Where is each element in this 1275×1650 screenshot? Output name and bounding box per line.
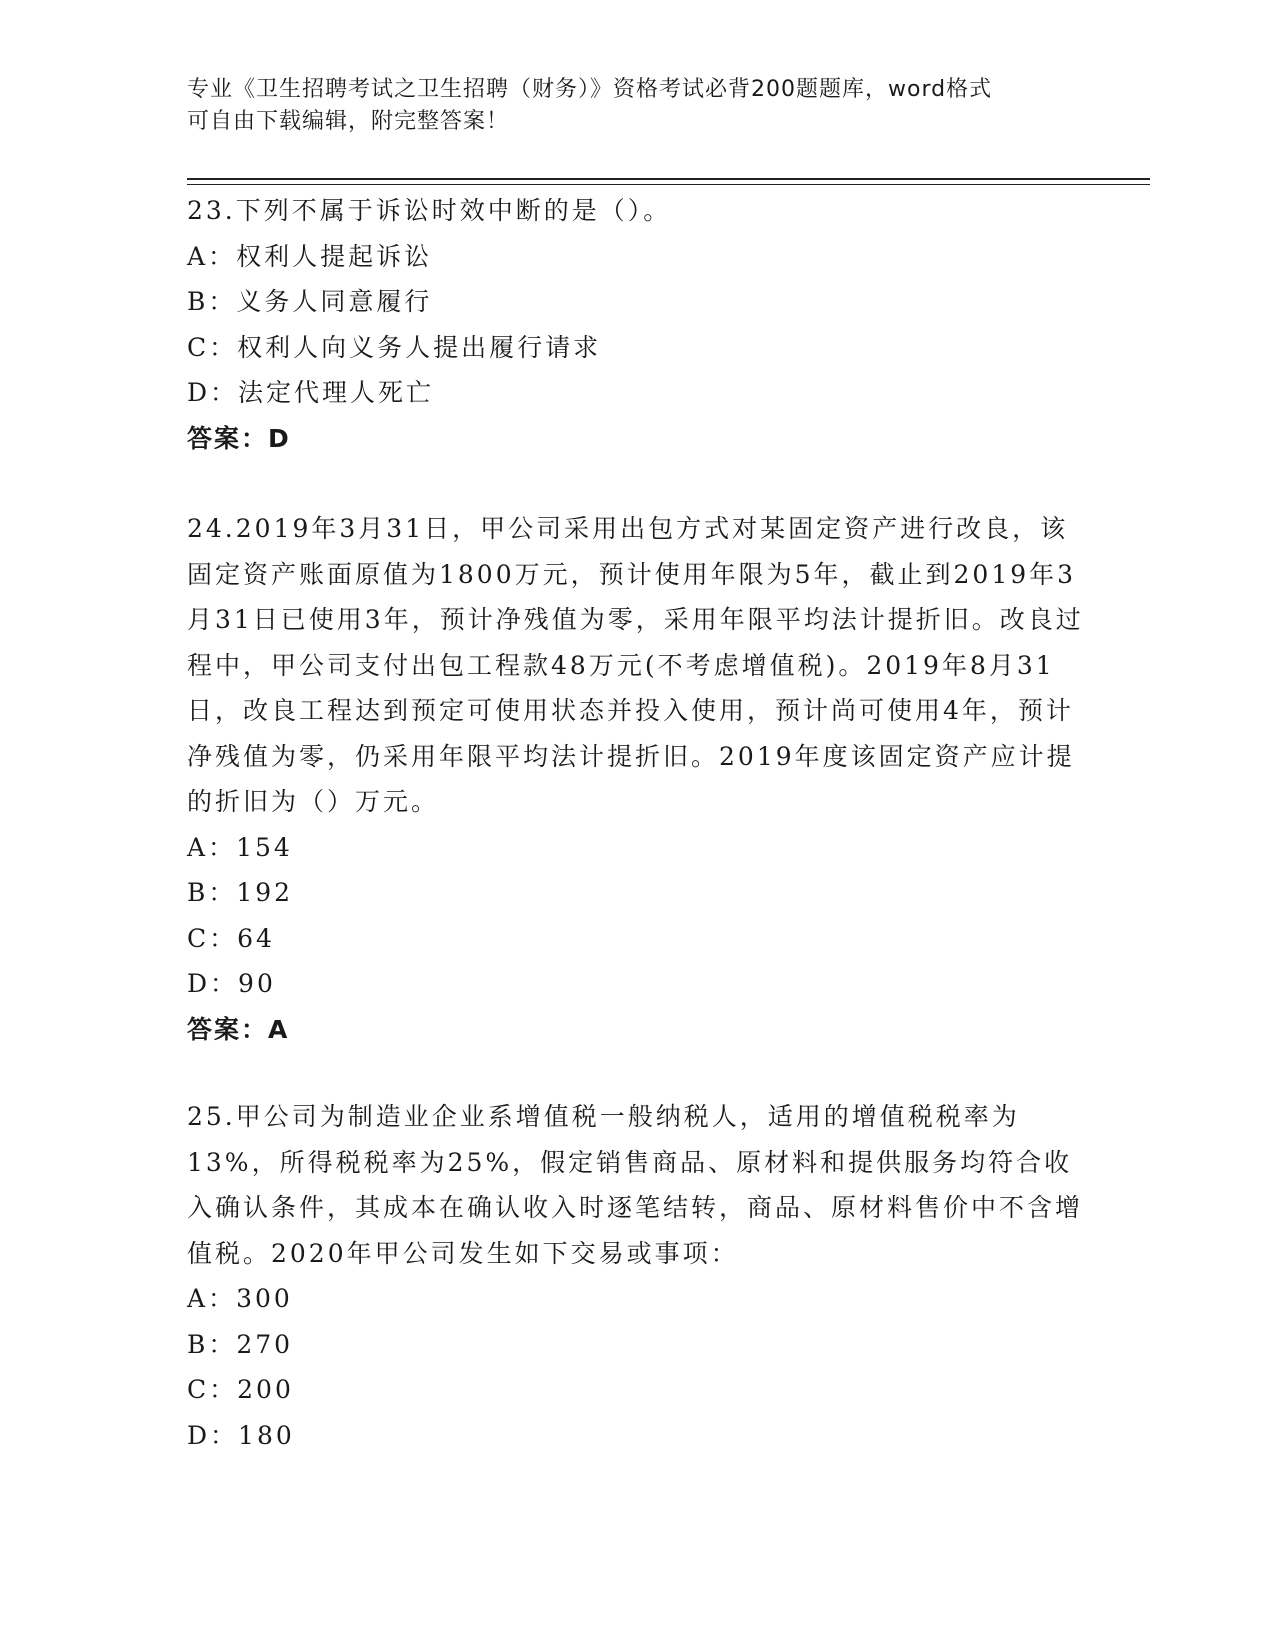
option-b: [187, 279, 1087, 325]
option-letter: A：: [187, 832, 237, 862]
option-letter: B：: [187, 1329, 237, 1359]
option-letter: A：: [187, 241, 237, 271]
header-divider-thin: [187, 184, 1150, 185]
option-a: [187, 234, 1087, 280]
option-text: 300: [236, 1284, 293, 1313]
option-text: 200: [237, 1375, 294, 1404]
header-line-2: 可自由下载编辑，附完整答案！: [187, 109, 510, 134]
option-d: [187, 370, 1087, 416]
option-text: 90: [238, 969, 276, 998]
option-text: 64: [237, 923, 275, 953]
option-a: [187, 1276, 1087, 1322]
question-stem: 24.2019年3月31日，甲公司采用出包方式对某固定资产进行改良，该固定资产账面原值为1800万元，预计使用年限为5年，截止到2019年3月31日已使用3年，预计净残值为零，采用年限平均法计提折旧。改良过程中，甲公司支付出包工程款48万元(不考虑增值税)。2019年8月31日，改良工程达到预定可使用状态并投入使用，预计尚可使用4年，预计净残值为零，仍采用年限平均法计提折旧。2019年度该固定资产应计提的折旧为（）万元。: [187, 514, 1084, 816]
question-24: [187, 506, 1087, 1052]
option-text: 义务人同意履行: [236, 287, 433, 316]
question-stem: 23.下列不属于诉讼时效中断的是（）。: [187, 196, 672, 225]
option-a: [187, 825, 1087, 871]
option-letter: C：: [187, 1375, 238, 1404]
option-letter: B：: [187, 287, 237, 316]
option-letter: D：: [187, 969, 239, 998]
question-25: [187, 1094, 1087, 1458]
option-letter: A：: [187, 1284, 237, 1313]
option-c: [187, 916, 1087, 962]
option-d: [187, 1413, 1087, 1459]
header-divider-thick: [187, 178, 1150, 180]
option-letter: D：: [187, 1420, 239, 1450]
spacer: [187, 1052, 1087, 1094]
option-text: 154: [236, 832, 293, 862]
option-b: [187, 870, 1087, 916]
header-line-1: 专业《卫生招聘考试之卫生招聘（财务）》资格考试必背200题题库，word格式: [187, 77, 993, 102]
option-text: 权利人向义务人提出履行请求: [237, 332, 602, 362]
option-d: [187, 961, 1087, 1007]
option-letter: C：: [187, 923, 238, 953]
question-stem: 25.甲公司为制造业企业系增值税一般纳税人，适用的增值税税率为13%，所得税税率为25%，假定销售商品、原材料和提供服务均符合收入确认条件，其成本在确认收入时逐笔结转，商品、原材料售价中不含增值税。2020年甲公司发生如下交易或事项：: [187, 1102, 1084, 1268]
option-b: [187, 1322, 1087, 1368]
option-letter: B：: [187, 878, 237, 907]
answer-label: 答案：D: [187, 423, 291, 453]
option-text: 192: [236, 878, 294, 907]
option-c: [187, 1367, 1087, 1413]
option-text: 法定代理人死亡: [238, 378, 435, 407]
answer-label: 答案：A: [187, 1014, 290, 1044]
spacer: [187, 461, 1087, 506]
option-text: 权利人提起诉讼: [236, 241, 433, 271]
option-letter: C：: [187, 332, 238, 362]
document-header: [187, 74, 1067, 138]
option-letter: D：: [187, 378, 239, 407]
option-text: 180: [238, 1420, 295, 1450]
question-list: [187, 188, 1087, 1458]
question-23: [187, 188, 1087, 461]
option-c: [187, 325, 1087, 371]
option-text: 270: [236, 1329, 294, 1359]
